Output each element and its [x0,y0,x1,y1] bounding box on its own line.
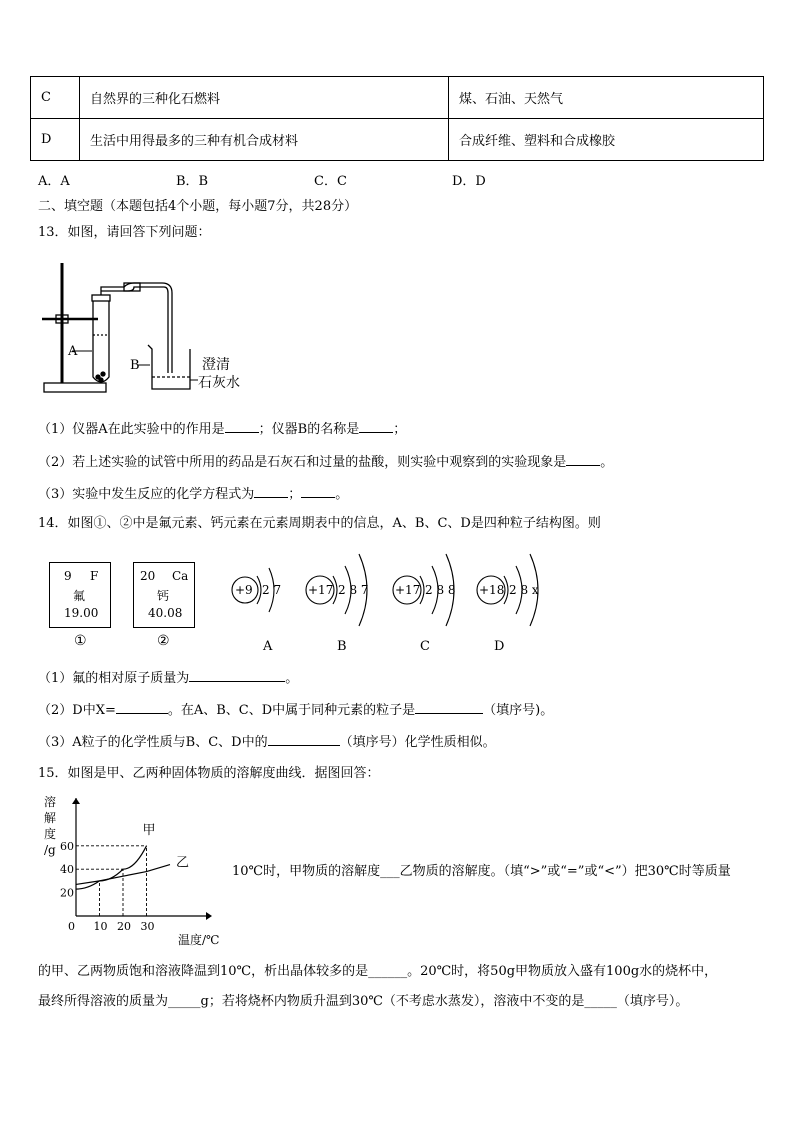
q15-text-line-3: 最终所得溶液的质量为_____g；若将烧杯内物质升温到30℃（不考虑水蒸发），溶液中不变的是_____（填序号）。 [38,994,689,1009]
atomic-number: 9 [64,569,72,583]
nucleus-charge-b: +17 [308,583,334,597]
q15-text-line-1: 10℃时，甲物质的溶解度___乙物质的溶解度。（填“>”或“=”或“<”）把30℃时等质量 [232,864,731,879]
y-axis-label: 解 [44,811,57,825]
row-description: 自然界的三种化石燃料 [80,77,449,119]
answer-blank[interactable] [116,701,168,714]
answer-blank[interactable] [301,485,335,498]
beaker [148,345,190,389]
element-card-calcium [133,562,195,628]
element-name: 钙 [157,589,170,603]
choice-a[interactable]: A．A [38,174,70,189]
label-a: A [68,344,78,359]
q15-text-line-2: 的甲、乙两物质饱和溶液降温到10℃，析出晶体较多的是______。20℃时，将50g甲物质放入盛有100g水的烧杯中， [38,964,718,979]
q13-part-2: （2）若上述实验的试管中所用的药品是石灰石和过量的盐酸，则实验中观察到的实验现象是 。 [38,455,614,470]
particle-label-a: A [263,639,273,654]
q14-part-3: （3）A粒子的化学性质与B、C、D中的 （填序号）化学性质相似。 [38,735,496,750]
x-axis-arrow [206,912,212,920]
label-b: B [130,358,140,373]
test-tube [93,301,109,382]
answer-blank[interactable] [268,733,340,746]
atomic-mass: 19.00 [64,606,99,620]
q13-part-1: （1）仪器A在此实验中的作用是 ；仪器B的名称是 ； [38,422,407,437]
particle-label-c: C [420,639,430,654]
answer-blank[interactable] [566,453,600,466]
element-card-fluorine [49,562,111,628]
options-table [30,76,764,161]
question-14-title: 14．如图①、②中是氟元素、钙元素在元素周期表中的信息，A、B、C、D是四种粒子结构图。则 [38,516,601,531]
nucleus-charge-c: +17 [395,583,421,597]
table-row [31,77,764,119]
answer-blank[interactable] [254,485,288,498]
x-tick-label: 10 [93,920,108,933]
y-tick-label: 20 [60,886,74,900]
y-tick-label: 60 [60,839,74,853]
lab-apparatus-diagram [38,255,258,395]
row-answer: 煤、石油、天然气 [449,77,764,119]
label-limewater-1: 澄清 [202,357,230,373]
y-axis-label: 度 [44,827,57,841]
question-15-title: 15．如图是甲、乙两种固体物质的溶解度曲线．据图回答： [38,766,380,781]
section-heading: 二、填空题（本题包括4个小题，每小题7分，共28分） [38,199,358,214]
series-label: 乙 [176,855,190,871]
particle-label-d: D [494,639,505,654]
answer-blank[interactable] [189,669,285,682]
y-axis-label: 溶 [44,795,57,809]
y-axis-arrow [72,798,80,804]
stand-base [44,383,106,392]
electron-shells-c: 2 8 8 [425,583,456,597]
table-row [31,119,764,161]
electron-shells-a: 2 7 [262,583,282,597]
electron-shells-d: 2 8 x [509,583,539,597]
x-tick-label: 0 [68,920,75,933]
element-symbol: Ca [172,569,189,583]
choice-b[interactable]: B．B [176,174,209,189]
choice-c[interactable]: C．C [314,174,347,189]
question-13-title: 13．如图，请回答下列问题： [38,225,211,240]
element-symbol: F [90,569,99,583]
particle-label-b: B [337,639,347,654]
element-name: 氟 [73,589,86,603]
electron-shells-b: 2 8 7 [338,583,369,597]
answer-blank[interactable] [225,420,259,433]
x-tick-label: 20 [117,920,131,933]
atomic-mass: 40.08 [148,606,183,620]
atomic-number: 20 [140,569,156,583]
y-axis-label: /g [44,843,56,857]
particle-structure-diagrams [225,538,565,658]
series-label: 甲 [142,822,156,838]
answer-blank[interactable] [415,701,483,714]
answer-blank[interactable] [359,420,393,433]
choice-d[interactable]: D．D [452,174,486,189]
q14-part-1: （1）氟的相对原子质量为 。 [38,671,299,686]
nucleus-charge-d: +18 [479,583,505,597]
solubility-chart [38,790,228,950]
nucleus-charge-a: +9 [235,583,253,597]
row-answer: 合成纤维、塑料和合成橡胶 [449,119,764,161]
q14-part-2: （2）D中X= 。在A、B、C、D中属于同种元素的粒子是 （填序号)。 [38,703,554,718]
figure-mark-1: ① [74,633,87,649]
figure-mark-2: ② [157,633,170,649]
y-tick-label: 40 [60,863,74,877]
label-limewater-2: 石灰水 [198,375,240,391]
test-tube-stopper [92,295,110,301]
row-letter: D [31,119,80,161]
row-letter: C [31,77,80,119]
row-description: 生活中用得最多的三种有机合成材料 [80,119,449,161]
q13-part-3: （3）实验中发生反应的化学方程式为 ； 。 [38,487,349,502]
x-tick-label: 30 [140,920,155,933]
x-axis-label: 温度/℃ [178,933,220,947]
